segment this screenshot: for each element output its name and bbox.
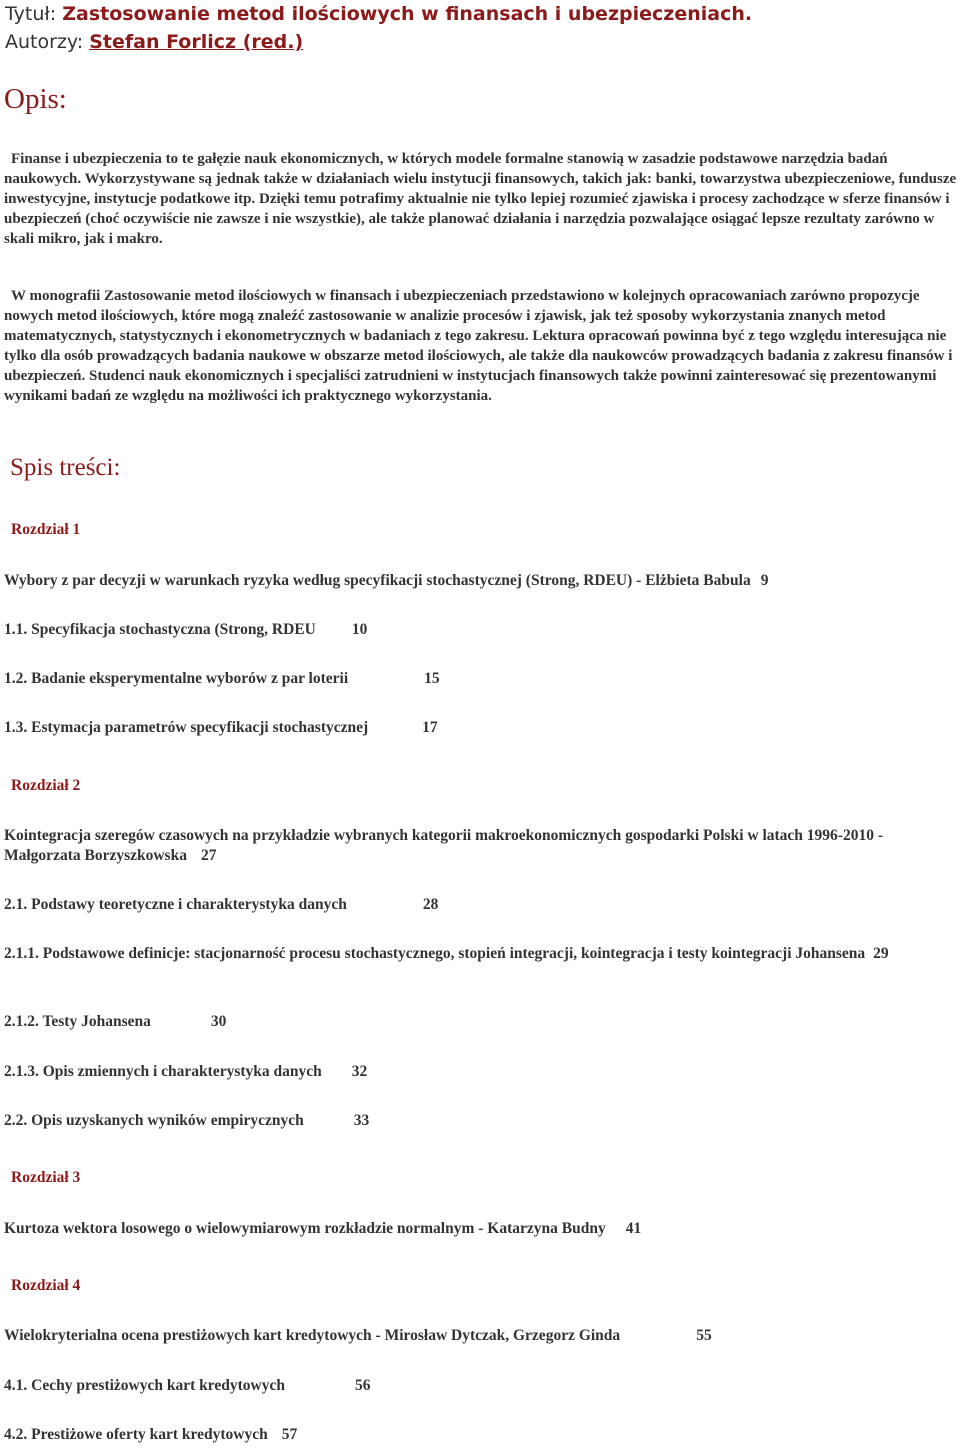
description-heading: Opis: [4,83,67,115]
toc-entry-page: 29 [873,945,889,962]
toc-entry-page: 55 [696,1327,712,1344]
description-paragraph-2: W monografii Zastosowanie metod ilościowych w finansach i ubezpieczeniach przedstawiono w kolejnych opracowaniach zarówno propozycje nowych metod ilościowych, które mogą znaleźć zastosowanie w analizie procesów i zjawisk, jak też sposoby wykorzystania znanych metod matematycznych, statystycznych i ekonometrycznych w badaniach z tego zakresu. Lektura opracowań powinna być z tego względu interesująca nie tylko dla osób prowadzących badania naukowe w obszarze metod ilościowych, ale także dla naukowców prowadzących badania z zakresu finansów i ubezpieczeń. Studenci nauk ekonomicznych i specjaliści zatrudnieni w instytucjach finansowych także powinni zainteresować się prezentowanymi wynikami badań ze względu na możliwości ich praktycznego wykorzystania. [4,288,953,404]
toc-entry [4,895,959,915]
toc-entry [4,1062,959,1082]
toc-entry-title: 4.2. Prestiżowe oferty kart kredytowych [4,1426,268,1443]
toc-entry-page: 57 [281,1426,298,1443]
toc-entry [4,620,959,640]
toc-entry [4,1326,959,1346]
book-title: Zastosowanie metod ilościowych w finansach i ubezpieczeniach. [62,3,753,25]
authors-label: Autorzy: [5,31,84,53]
toc-entry-page: 30 [210,1013,227,1030]
toc-heading: Spis treści: [10,454,121,481]
toc-entry [4,944,959,964]
toc-entry-title: 1.2. Badanie eksperymentalne wyborów z par loterii [4,670,349,687]
toc-entry-page: 41 [625,1220,642,1237]
toc-entry-page: 10 [351,621,368,638]
toc-chapter-3: Rozdział 3 [11,1169,81,1186]
toc-entry [4,718,959,738]
toc-entry [4,1111,959,1131]
toc-entry [4,1425,959,1445]
author-link[interactable]: Stefan Forlicz (red.) [89,31,304,53]
toc-entry [4,1012,959,1032]
toc-chapter-2: Rozdział 2 [11,777,81,794]
toc-entry-title: Wielokryterialna ocena prestiżowych kart kredytowych - Mirosław Dytczak, Grzegorz Ginda [4,1327,621,1344]
toc-entry-page: 27 [200,847,217,864]
toc-chapter-1: Rozdział 1 [11,521,81,538]
title-label: Tytuł: [5,3,57,25]
toc-entry-title: 1.1. Specyfikacja stochastyczna (Strong, RDEU [4,621,316,638]
toc-entry-title: 2.2. Opis uzyskanych wyników empirycznych [4,1112,304,1129]
toc-entry-page: 9 [760,572,769,589]
toc-entry-title: Wybory z par decyzji w warunkach ryzyka według specyfikacji stochastycznej (Strong, RDEU) - Elżbieta Babula [4,572,751,589]
toc-entry-page: 28 [422,896,439,913]
toc-entry [4,826,959,866]
title-line [5,0,752,28]
authors-line [5,28,752,56]
toc-entry-page: 17 [422,719,438,736]
toc-entry-page: 33 [353,1112,370,1129]
toc-entry-page: 15 [424,670,440,687]
toc-entry-title: 2.1.1. Podstawowe definicje: stacjonarność procesu stochastycznego, stopień integracji, kointegracja i testy kointegracji Johansena [4,945,866,962]
toc-entry-title: Kurtoza wektora losowego o wielowymiarowym rozkładzie normalnym - Katarzyna Budny [4,1220,606,1237]
book-header [5,0,752,56]
toc-entry [4,669,959,689]
toc-entry-page: 32 [351,1063,368,1080]
toc-entry [4,571,959,591]
description-paragraph-1: Finanse i ubezpieczenia to te gałęzie nauk ekonomicznych, w których modele formalne stanowią w zasadzie podstawowe narzędzia badań naukowych. Wykorzystywane są jednak także w działaniach wielu instytucji finansowych, takich jak: banki, towarzystwa ubezpieczeniowe, fundusze inwestycyjne, instytucje podatkowe itp. Dzięki temu potrafimy aktualnie nie tylko lepiej rozumieć zjawiska i procesy zachodzące w sferze finansów i ubezpieczeń (choć oczywiście nie zawsze i nie wszystkie), ale także planować działania i narzędzia pozwalające osiągać lepsze rezultaty zarówno w skali mikro, jak i makro. [4,151,957,247]
toc-entry-title: 1.3. Estymacja parametrów specyfikacji stochastycznej [4,719,369,736]
toc-entry [4,1219,959,1239]
toc-entry-title: 2.1. Podstawy teoretyczne i charakterystyka danych [4,896,347,913]
toc-entry-title: 2.1.2. Testy Johansena [4,1013,151,1030]
toc-entry-page: 56 [354,1377,371,1394]
toc-entry-title: 4.1. Cechy prestiżowych kart kredytowych [4,1377,285,1394]
toc-entry-title: Kointegracja szeregów czasowych na przykładzie wybranych kategorii makroekonomicznych gospodarki Polski w latach 1996-2010 - Małgorzata Borzyszkowska [4,827,883,864]
toc-entry-title: 2.1.3. Opis zmiennych i charakterystyka danych [4,1063,322,1080]
toc-chapter-4: Rozdział 4 [11,1277,81,1294]
toc-entry [4,1376,959,1396]
